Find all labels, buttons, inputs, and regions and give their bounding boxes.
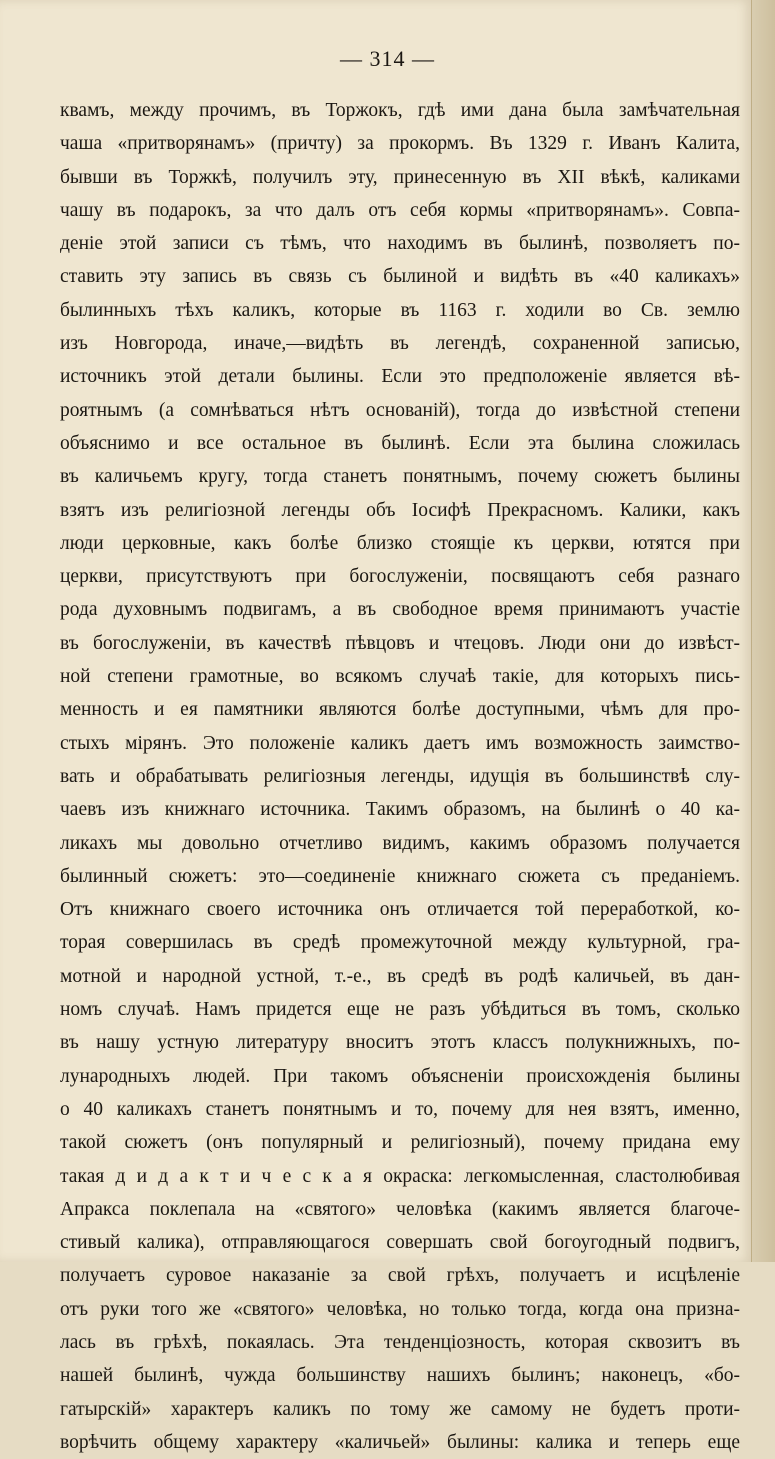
text-line: получаетъ суровое наказаніе за свой грѣхъ, получаетъ и исцѣленіе xyxy=(60,1265,740,1287)
text-line: чаша «притворянамъ» (причту) за прокормъ. Въ 1329 г. Иванъ Калита, xyxy=(60,133,740,155)
text-line: рода духовнымъ подвигамъ, а въ свободное время принимаютъ участіе xyxy=(60,599,740,621)
text-line: гатырскій» характеръ каликъ по тому же самому не будетъ проти- xyxy=(60,1398,740,1420)
text-line: чаевъ изъ книжнаго источника. Такимъ образомъ, на былинѣ о 40 ка- xyxy=(60,799,740,821)
text-line: церкви, присутствуютъ при богослуженіи, посвящаютъ себя разнаго xyxy=(60,566,740,588)
text-line: бывши въ Торжкѣ, получилъ эту, принесенную въ XII вѣкѣ, каликами xyxy=(60,166,740,188)
page-edge xyxy=(751,0,775,1262)
text-line: деніе этой записи съ тѣмъ, что находимъ въ былинѣ, позволяетъ по- xyxy=(60,233,740,255)
text-line: ной степени грамотные, во всякомъ случаѣ такіе, для которыхъ пись- xyxy=(60,666,740,688)
text-line: люди церковные, какъ болѣе близко стоящіе къ церкви, ютятся при xyxy=(60,532,740,554)
text-line: въ каличьемъ кругу, тогда станетъ понятнымъ, почему сюжетъ былины xyxy=(60,466,740,488)
text-line: въ богослуженіи, въ качествѣ пѣвцовъ и чтецовъ. Люди они до извѣст- xyxy=(60,632,740,654)
text-line: мотной и народной устной, т.-е., въ средѣ въ родѣ каличьей, въ дан- xyxy=(60,965,740,987)
text-line: о 40 каликахъ станетъ понятнымъ и то, почему для нея взятъ, именно, xyxy=(60,1098,740,1120)
text-line: квамъ, между прочимъ, въ Торжокъ, гдѣ ими дана была замѣчательная xyxy=(60,100,740,121)
text-line: ликахъ мы довольно отчетливо видимъ, какимъ образомъ получается xyxy=(60,832,740,854)
text-line: былинныхъ тѣхъ каликъ, которые въ 1163 г. ходили во Св. землю xyxy=(60,299,740,321)
text-line: ставить эту запись въ связь съ былиной и видѣть въ «40 каликахъ» xyxy=(60,266,740,288)
text-line: такой сюжетъ (онъ популярный и религіозный), почему придана ему xyxy=(60,1132,740,1154)
text-line: торая совершилась въ средѣ промежуточной между культурной, гра- xyxy=(60,932,740,954)
text-line: источникъ этой детали былины. Если это предположеніе является вѣ- xyxy=(60,366,740,388)
text-line: Отъ книжнаго своего источника онъ отличается той переработкой, ко- xyxy=(60,899,740,921)
text-line: вать и обрабатывать религіозныя легенды, идущія въ большинствѣ слу- xyxy=(60,765,740,787)
text-line: ворѣчить общему характеру «каличьей» былины: калика и теперь еще xyxy=(60,1431,740,1453)
text-line: лународныхъ людей. При такомъ объясненіи происхожденія былины xyxy=(60,1065,740,1087)
text-line: отъ руки того же «святого» человѣка, но только тогда, когда она призна- xyxy=(60,1298,740,1320)
text-line: стыхъ мірянъ. Это положеніе каликъ даетъ имъ возможность заимство- xyxy=(60,732,740,754)
text-line: нашей былинѣ, чужда большинству нашихъ былинъ; наконецъ, «бо- xyxy=(60,1365,740,1387)
text-line: изъ Новгорода, иначе,—видѣть въ легендѣ, сохраненной записью, xyxy=(60,333,740,355)
text-line: объяснимо и все остальное въ былинѣ. Если эта былина сложилась xyxy=(60,432,740,454)
page-number-header: — 314 — xyxy=(340,46,435,71)
text-line: былинный сюжетъ: это—соединеніе книжнаго сюжета съ преданіемъ. xyxy=(60,865,740,887)
text-line: стивый калика), отправляющагося совершать свой богоугодный подвигъ, xyxy=(60,1232,740,1254)
text-line: взятъ изъ религіозной легенды объ Іосифѣ Прекрасномъ. Калики, какъ xyxy=(60,499,740,521)
text-line: такая д и д а к т и ч е с к а я окраска: легкомысленная, сластолюбивая xyxy=(60,1165,740,1187)
text-line: Апракса поклепала на «святого» человѣка (какимъ является благоче- xyxy=(60,1198,740,1220)
text-line: въ нашу устную литературу вноситъ этотъ классъ полукнижныхъ, по- xyxy=(60,1032,740,1054)
text-line: менность и ея памятники являются болѣе доступными, чѣмъ для про- xyxy=(60,699,740,721)
text-line: роятнымъ (а сомнѣваться нѣтъ основаній), тогда до извѣстной степени xyxy=(60,399,740,421)
text-line: номъ случаѣ. Намъ придется еще не разъ убѣдиться въ томъ, сколько xyxy=(60,999,740,1021)
text-line: чашу въ подарокъ, за что далъ отъ себя кормы «притворянамъ». Совпа- xyxy=(60,199,740,221)
body-text xyxy=(60,94,740,1459)
text-line: лась въ грѣхѣ, покаялась. Эта тенденціозность, которая сквозитъ въ xyxy=(60,1331,740,1353)
